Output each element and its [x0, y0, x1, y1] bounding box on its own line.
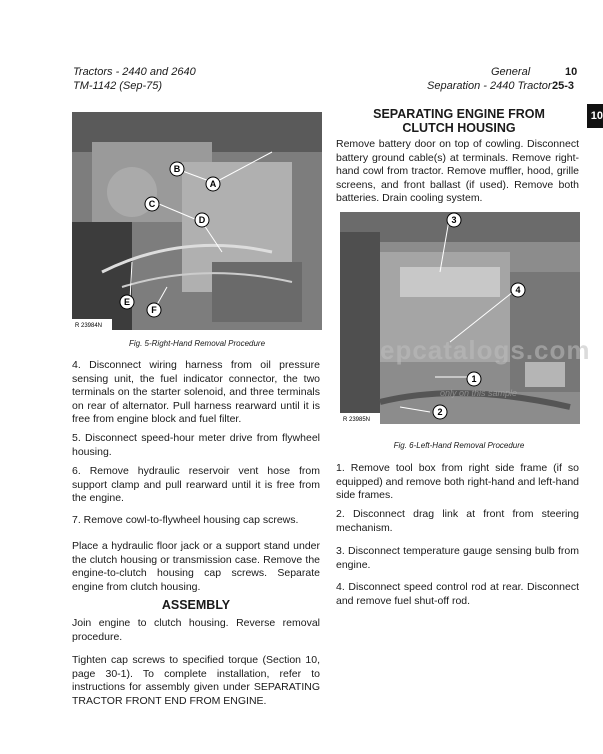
figure6-caption: Fig. 6-Left-Hand Removal Procedure [393, 441, 525, 450]
section-heading-line1: SEPARATING ENGINE FROM [373, 107, 545, 121]
callout-f [147, 303, 161, 317]
figure5-illustration [72, 112, 322, 330]
svg-text:2: 2 [437, 407, 443, 417]
callout-4 [511, 283, 525, 297]
figure5-caption: Fig. 5-Right-Hand Removal Procedure [128, 339, 266, 348]
photo-id-label [340, 413, 380, 424]
step2-text: 2. Disconnect drag link at front from steering mechanism. [336, 508, 579, 534]
watermark-subtext: only on this sample [440, 388, 518, 398]
svg-text:E: E [123, 297, 131, 307]
callout-2 [433, 405, 447, 419]
svg-text:C: C [148, 199, 156, 209]
callout-a [206, 177, 220, 191]
step4-text: 4. Disconnect wiring harness from oil pressure sensing unit, the fuel indicator connector, the two terminals on the starter solenoid, and three terminals on rear of alternator. Pull harness rearward until it is free from engine block and fuel filter. [72, 359, 320, 425]
svg-text:A: A [209, 179, 217, 189]
header-section-number: 10 [565, 66, 578, 78]
figure5-photo [72, 112, 322, 330]
step6-text: 6. Remove hydraulic reservoir vent hose from support clamp and pull rearward until it is free from the engine. [72, 465, 320, 504]
header-page-number: 25-3 [552, 80, 575, 92]
svg-text:1: 1 [471, 374, 477, 384]
header-section: General [491, 66, 531, 78]
svg-text:4: 4 [515, 285, 521, 295]
svg-text:D: D [198, 215, 206, 225]
callout-3 [447, 213, 461, 227]
callout-c [145, 197, 159, 211]
assembly-text-2: Tighten cap screws to specified torque (Section 10, page 30-1). To complete installation, refer to instructions for assembly given under SEPARATING TRACTOR FRONT END FROM ENGINE. [72, 654, 320, 707]
place-jack-text: Place a hydraulic floor jack or a support stand under the clutch housing or transmission case. Remove the engine-to-clutch housing cap screws. Separate engine from clutch housing. [72, 540, 320, 593]
step3-text: 3. Disconnect temperature gauge sensing bulb from engine. [336, 545, 579, 571]
svg-text:B: B [173, 164, 181, 174]
svg-text:F: F [151, 305, 157, 315]
header-doc-id: TM-1142 (Sep-75) [73, 80, 163, 92]
svg-text:R 23984N: R 23984N [75, 323, 103, 329]
intro-text: Remove battery door on top of cowling. Disconnect battery ground cable(s) at terminals. Remove right-hand cowl from tractor. Remove muffler, hood, grille screens, and front ballast (if used). Remove both batteries. Drain cooling system. [336, 138, 579, 204]
assembly-text-1: Join engine to clutch housing. Reverse removal procedure. [72, 617, 320, 643]
header-group: Separation - 2440 Tractor [427, 80, 552, 92]
callout-d [195, 213, 209, 227]
header-doc-title: Tractors - 2440 and 2640 [73, 66, 196, 78]
step5-text: 5. Disconnect speed-hour meter drive from flywheel housing. [72, 432, 320, 458]
step4-right-text: 4. Disconnect speed control rod at rear. Disconnect and remove fuel shut-off rod. [336, 581, 579, 607]
callout-1 [467, 372, 481, 386]
svg-text:3: 3 [451, 215, 457, 225]
section-heading-line2: CLUTCH HOUSING [402, 121, 516, 135]
watermark: epcatalogs.com [380, 335, 591, 365]
step1-text: 1. Remove tool box from right side frame (if so equipped) and remove both right-hand and left-hand side frames. [336, 462, 579, 501]
step7-text: 7. Remove cowl-to-flywheel housing cap screws. [72, 514, 299, 526]
assembly-heading: ASSEMBLY [161, 598, 231, 612]
photo-id-label [72, 319, 112, 330]
callout-b [170, 162, 184, 176]
section-tab: 10 [587, 104, 603, 128]
svg-text:R 23985N: R 23985N [343, 417, 371, 423]
callout-e [120, 295, 134, 309]
